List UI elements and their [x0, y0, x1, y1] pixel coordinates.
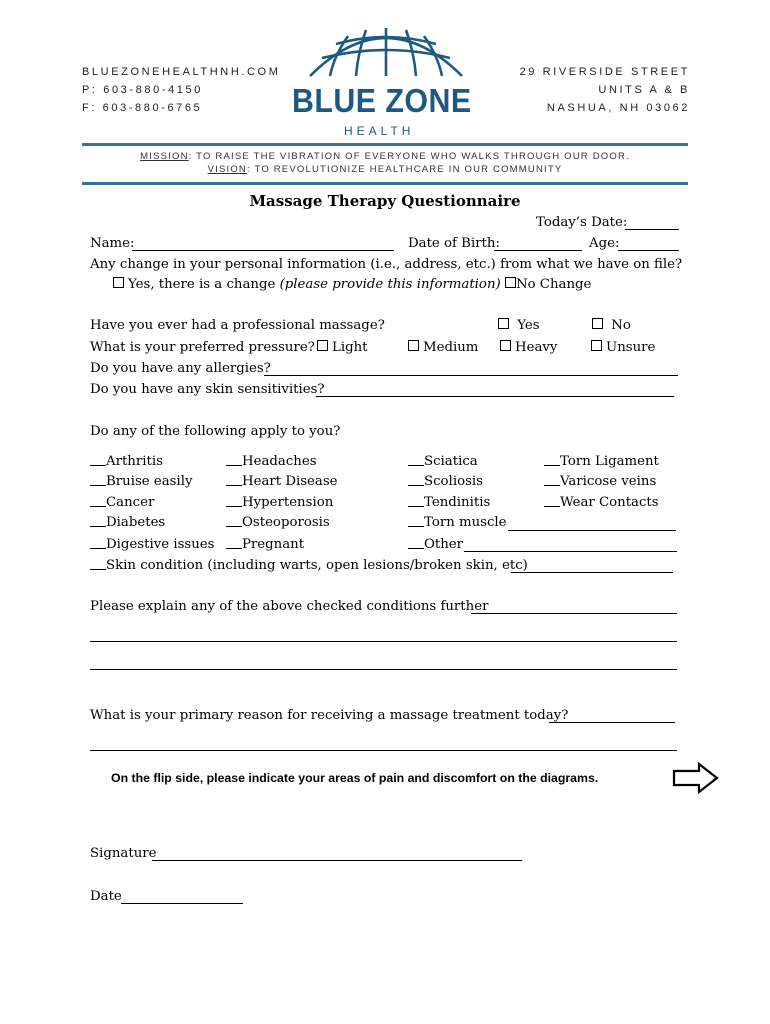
todays-date-label: Today’s Date: — [536, 215, 628, 230]
units-text: UNITS A & B — [598, 84, 690, 96]
dob-label: Date of Birth: — [408, 236, 500, 251]
condition-item[interactable]: Wear Contacts — [544, 495, 659, 510]
condition-item[interactable]: Tendinitis — [408, 495, 490, 510]
condition-item[interactable]: Torn muscle — [408, 515, 507, 530]
form-title: Massage Therapy Questionnaire — [249, 192, 521, 210]
change-options — [113, 277, 591, 292]
condition-item[interactable]: Arthritis — [90, 454, 163, 469]
phone-text: P: 603-880-4150 — [82, 84, 203, 96]
pressure-question: What is your preferred pressure? — [90, 340, 315, 355]
pressure-light-option[interactable]: Light — [317, 340, 368, 355]
explain-field-line-3[interactable] — [90, 669, 677, 670]
other-condition-field[interactable] — [464, 551, 677, 552]
explain-field-line-2[interactable] — [90, 641, 677, 642]
change-question: Any change in your personal information (i.e., address, etc.) from what we have on file? — [90, 257, 683, 272]
todays-date-field[interactable] — [625, 229, 679, 230]
condition-item[interactable]: Heart Disease — [226, 474, 338, 489]
right-arrow-icon — [672, 762, 720, 794]
torn-muscle-field[interactable] — [508, 530, 676, 531]
massage-yes-option[interactable]: Yes — [498, 318, 540, 333]
massage-no-option[interactable]: No — [592, 318, 631, 333]
condition-item[interactable]: Diabetes — [90, 515, 165, 530]
globe-logo-icon — [306, 22, 466, 82]
change-yes-label: Yes, there is a change — [128, 277, 276, 292]
massage-yes-checkbox[interactable] — [498, 318, 509, 329]
massage-no-checkbox[interactable] — [592, 318, 603, 329]
website-text: BLUEZONEHEALTHNH.COM — [82, 66, 281, 78]
reason-field-line-2[interactable] — [90, 750, 677, 751]
allergies-field[interactable] — [264, 375, 678, 376]
explain-question: Please explain any of the above checked conditions further — [90, 599, 489, 614]
fax-text: F: 603-880-6765 — [82, 102, 203, 114]
apply-question: Do any of the following apply to you? — [90, 424, 341, 439]
pressure-medium-checkbox[interactable] — [408, 340, 419, 351]
condition-item[interactable]: Torn Ligament — [544, 454, 659, 469]
allergies-question: Do you have any allergies? — [90, 361, 271, 376]
explain-field-line-1[interactable] — [471, 613, 677, 614]
condition-item[interactable]: Digestive issues — [90, 537, 214, 552]
change-yes-checkbox[interactable] — [113, 277, 124, 288]
condition-item[interactable]: Bruise easily — [90, 474, 193, 489]
flip-side-note: On the flip side, please indicate your areas of pain and discomfort on the diagrams. — [111, 771, 599, 785]
condition-item[interactable]: Other — [408, 537, 463, 552]
change-yes-note: (please provide this information) — [279, 277, 501, 292]
condition-item[interactable]: Varicose veins — [544, 474, 656, 489]
condition-item[interactable]: Headaches — [226, 454, 317, 469]
street-text: 29 RIVERSIDE STREET — [519, 66, 690, 78]
condition-item[interactable]: Scoliosis — [408, 474, 483, 489]
pressure-heavy-option[interactable]: Heavy — [500, 340, 557, 355]
header-divider-top — [82, 143, 688, 146]
mission-statement: MISSION: TO RAISE THE VIBRATION OF EVERYONE WHO WALKS THROUGH OUR DOOR. — [140, 151, 630, 162]
condition-item[interactable]: Osteoporosis — [226, 515, 330, 530]
age-label: Age: — [589, 236, 620, 251]
reason-field-line-1[interactable] — [549, 722, 675, 723]
pressure-unsure-checkbox[interactable] — [591, 340, 602, 351]
vision-statement: VISION: TO REVOLUTIONIZE HEALTHCARE IN OUR COMMUNITY — [207, 164, 563, 175]
pressure-medium-option[interactable]: Medium — [408, 340, 478, 355]
logo-title: BLUE ZONE — [292, 82, 472, 119]
dob-field[interactable] — [494, 250, 582, 251]
change-no-checkbox[interactable] — [505, 277, 516, 288]
skin-condition-item[interactable]: Skin condition (including warts, open lesions/broken skin, etc) — [90, 558, 528, 573]
skin-question: Do you have any skin sensitivities? — [90, 382, 325, 397]
reason-question: What is your primary reason for receiving a massage treatment today? — [90, 708, 569, 723]
condition-item[interactable]: Cancer — [90, 495, 154, 510]
skin-condition-field[interactable] — [511, 572, 673, 573]
date-label: Date — [90, 889, 122, 904]
massage-question: Have you ever had a professional massage? — [90, 318, 385, 333]
signature-label: Signature — [90, 846, 157, 861]
skin-field[interactable] — [316, 396, 674, 397]
age-field[interactable] — [618, 250, 679, 251]
condition-item[interactable]: Pregnant — [226, 537, 304, 552]
name-field[interactable] — [132, 250, 394, 251]
header-divider-bottom — [82, 182, 688, 185]
signature-field[interactable] — [152, 860, 522, 861]
change-no-label: No Change — [515, 277, 592, 292]
name-label: Name: — [90, 236, 135, 251]
logo-subtitle: HEALTH — [344, 124, 415, 138]
pressure-heavy-checkbox[interactable] — [500, 340, 511, 351]
pressure-unsure-option[interactable]: Unsure — [591, 340, 655, 355]
condition-item[interactable]: Hypertension — [226, 495, 333, 510]
pressure-light-checkbox[interactable] — [317, 340, 328, 351]
condition-item[interactable]: Sciatica — [408, 454, 478, 469]
city-text: NASHUA, NH 03062 — [546, 102, 690, 114]
date-field[interactable] — [121, 903, 243, 904]
